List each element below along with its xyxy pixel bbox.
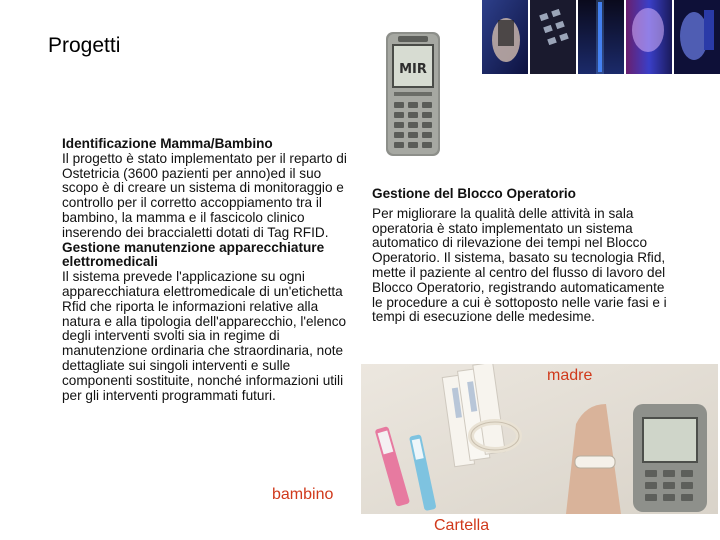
caption-bambino: bambino: [272, 486, 334, 503]
section-body-mamma-bambino: Il progetto è stato implementato per il reparto di Ostetricia (3600 pazienti per anno)ed il suo scopo è di creare un sistema di monitoraggio e controllo per il corretto accoppiamento tra il bambino, la mamma e il fascicolo clinico inserendo dei braccialetti dotati di Tag RFID.: [62, 150, 347, 240]
header-photo-strip-image: [482, 0, 720, 74]
device-screen-text: MIR: [399, 62, 427, 77]
section-heading-manutenzione: Gestione manutenzione apparecchiature elettromedicali: [62, 239, 325, 270]
slide-title: Progetti: [48, 34, 121, 57]
handheld-reader-image: [384, 30, 442, 158]
section-body-manutenzione: Il sistema prevede l'applicazione su ogni apparecchiatura elettromedicale di un'etichetta Rfid che riporta le informazioni relative alla natura e alla tipologia dell'apparecchio, l'elenco degli interventi svolti sia in regime di manutenzione ordinaria che straordinaria, note dettagliate sui singoli interventi e sulle componenti sostituite, nonché informazioni utili per gli interventi programmati futuri.: [62, 269, 347, 403]
wristband-photo-image: [361, 364, 718, 514]
wristband-photo: [361, 364, 718, 514]
section-heading-blocco-operatorio: Gestione del Blocco Operatorio: [372, 186, 576, 201]
section-heading-mamma-bambino: Identificazione Mamma/Bambino: [62, 136, 273, 151]
caption-cartella: Cartella: [434, 517, 490, 534]
right-text-column: [372, 187, 672, 325]
handheld-reader-photo: [384, 30, 442, 158]
section-body-blocco-operatorio: Per migliorare la qualità delle attività in sala operatoria è stato implementato un sistema automatico di rilevazione dei tempi nel Blocco Operatorio. Il sistema, basato su tecnologia Rfid, mette il paziente al centro del flusso di lavoro del Blocco Operatorio, registrando automaticamente le procedure a cui è sottoposto nelle varie fasi e i tempi di esecuzione delle medesime.: [372, 205, 667, 325]
caption-madre: madre: [547, 367, 593, 384]
header-photo-strip: [482, 0, 720, 74]
left-text-column: [62, 137, 352, 403]
